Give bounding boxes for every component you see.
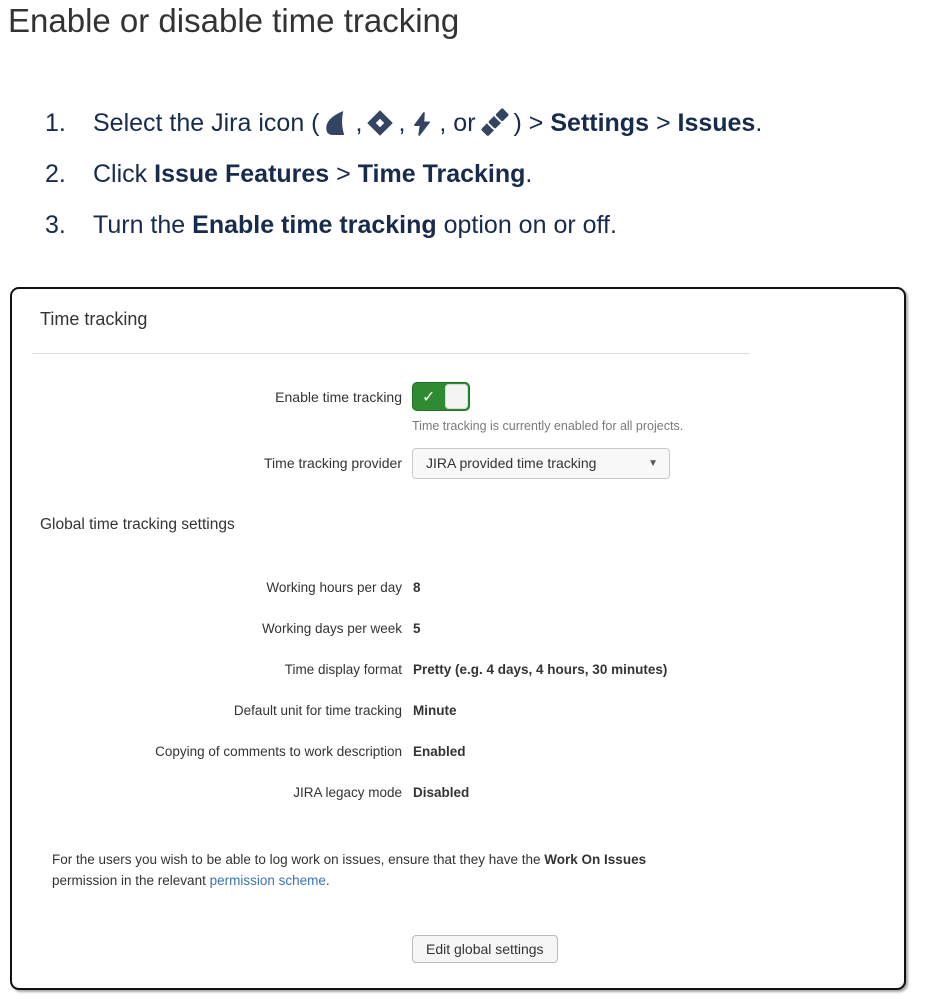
setting-value-copy-comments: Enabled <box>413 744 466 759</box>
footer-text: For the users you wish to be able to log work on issues, ensure that they have the <box>52 852 541 867</box>
step-1-sep2: , <box>398 109 406 137</box>
panel-heading: Time tracking <box>40 309 148 329</box>
time-tracking-provider-select[interactable] <box>412 448 670 479</box>
provider-selected-value: JIRA provided time tracking <box>426 455 597 471</box>
setting-label-working-hours: Working hours per day <box>266 580 402 595</box>
toggle-knob[interactable] <box>445 384 468 409</box>
edit-global-settings-button[interactable]: Edit global settings <box>412 935 558 963</box>
footer-period: . <box>325 873 330 888</box>
time-tracking-provider-label: Time tracking provider <box>264 455 402 471</box>
footer-note <box>52 849 696 891</box>
setting-value-default-unit: Minute <box>413 703 457 718</box>
step-2-number: 2. <box>45 160 66 188</box>
step-2-end: . <box>525 160 533 188</box>
step-1 <box>0 106 929 140</box>
step-1-settings: Settings <box>550 109 649 137</box>
step-3 <box>0 208 929 242</box>
setting-label-working-days: Working days per week <box>261 621 402 636</box>
step-1-text: Select the Jira icon ( <box>93 109 320 137</box>
setting-value-display-format: Pretty (e.g. 4 days, 4 hours, 30 minutes) <box>413 662 668 677</box>
step-2-mid: > <box>336 160 351 188</box>
setting-value-working-hours: 8 <box>413 580 421 595</box>
time-tracking-settings-panel <box>10 287 906 990</box>
global-settings-heading: Global time tracking settings <box>40 516 235 533</box>
jira-logo-icon <box>479 106 511 138</box>
setting-value-legacy-mode: Disabled <box>413 785 470 800</box>
setting-label-legacy-mode: JIRA legacy mode <box>293 785 402 800</box>
step-3-text: Turn the <box>93 211 186 239</box>
step-2 <box>0 157 929 191</box>
step-1-mid: > <box>655 109 671 137</box>
step-2-text: Click <box>93 160 148 188</box>
step-1-post: ) > <box>513 109 544 137</box>
setting-value-working-days: 5 <box>413 621 421 636</box>
step-1-number: 1. <box>45 109 66 137</box>
step-2-issue-features: Issue Features <box>154 160 330 188</box>
step-1-end: . <box>755 109 763 137</box>
footer-bold-work-on-issues: Work On Issues <box>544 852 647 867</box>
footer-text-mid: permission in the relevant <box>52 873 206 888</box>
instruction-steps <box>0 106 929 259</box>
page-title: Enable or disable time tracking <box>8 2 460 39</box>
step-1-sep3: , or <box>439 109 476 137</box>
step-1-sep1: , <box>355 109 363 137</box>
step-3-number: 3. <box>45 211 66 239</box>
setting-label-copy-comments: Copying of comments to work description <box>155 744 402 759</box>
setting-label-display-format: Time display format <box>284 662 402 677</box>
jira-software-icon <box>365 108 395 138</box>
toggle-description: Time tracking is currently enabled for all projects. <box>412 419 684 433</box>
step-2-time-tracking: Time Tracking <box>357 160 526 188</box>
enable-time-tracking-label: Enable time tracking <box>275 389 402 405</box>
enable-time-tracking-toggle[interactable] <box>412 382 470 411</box>
jira-core-icon <box>323 108 353 138</box>
setting-label-default-unit: Default unit for time tracking <box>233 703 402 718</box>
step-3-enable-time-tracking: Enable time tracking <box>192 211 437 239</box>
check-icon: ✓ <box>422 389 436 406</box>
divider <box>32 353 750 354</box>
step-1-issues: Issues <box>677 109 756 137</box>
chevron-down-icon: ▼ <box>648 458 658 469</box>
permission-scheme-link[interactable]: permission scheme <box>209 873 326 888</box>
step-3-end: option on or off. <box>443 211 617 239</box>
jira-service-desk-icon <box>408 110 436 138</box>
